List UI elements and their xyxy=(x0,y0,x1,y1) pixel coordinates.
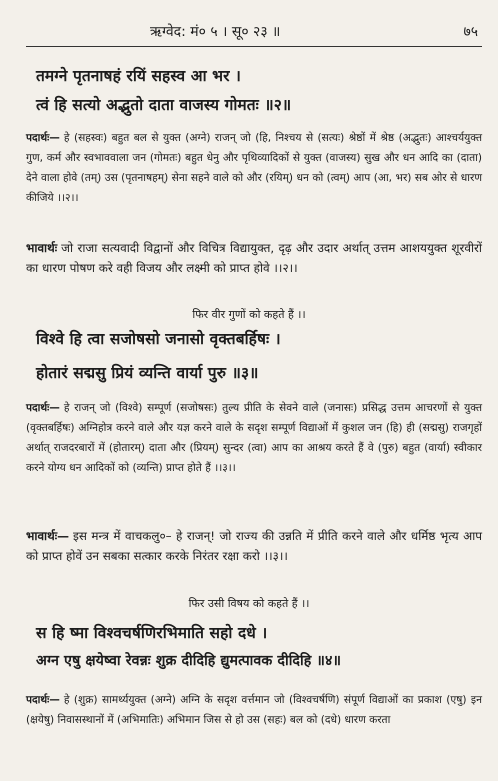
header-divider xyxy=(26,46,482,47)
padarth-label: पदार्थः— xyxy=(26,132,60,144)
bhavarth-3 xyxy=(26,526,482,567)
padarth-3 xyxy=(26,398,482,478)
padarth-4 xyxy=(26,690,482,730)
mantra-2-line-1: तमग्ने पृतनाषहं रयिं सहस्व आ भर । xyxy=(36,67,242,85)
section-intro-4: फिर उसी विषय को कहते हैं ।। xyxy=(188,597,310,610)
page-number: ७५ xyxy=(463,24,478,40)
bhavarth-2 xyxy=(26,238,482,279)
running-title: ऋग्वेद: मं० ५ । सू० २३ ॥ xyxy=(150,24,281,40)
padarth-label: पदार्थः— xyxy=(26,694,60,706)
padarth-text: हे (सहस्वः) बहुत बल से युक्त (अग्ने) राजन् जो (हि, निश्चय से (सत्यः) श्रेष्ठों में श्रेष्ठ (अद्भुतः) आश्चर्ययुक्त गुण, कर्म और स्वभाववाला जन (गोमतः) बहुत धेनु और पृथिव्यादिकों से युक्त (वाजस्य) सुख और धन आदि का (दाता) देने वाला होवे (तम्) उस (पृतनाषहम्) सेना सहने वाले को और (रयिम्) धन को (त्वम्) आप (आ, भर) सब ओर से धारण कीजिये ।।२।। xyxy=(26,132,482,205)
section-intro-3: फिर वीर गुणों को कहते हैं ।। xyxy=(192,308,306,321)
padarth-2 xyxy=(26,128,482,208)
mantra-3-line-2: होतारं सद्मसु प्रियं व्यन्ति वार्या पुरु ॥३॥ xyxy=(36,364,259,382)
padarth-text: हे (शुक्र) सामर्थ्ययुक्त (अग्ने) अग्नि के सदृश वर्त्तमान जो (विश्वचर्षणि) संपूर्ण विद्याओं का प्रकाश (एषु) इन (क्षयेषु) निवासस्थानों में (अभिमातिः) अभिमान जिस से हो उस (सहः) बल को (दधे) धारण करता xyxy=(26,694,482,727)
mantra-3-line-1: विश्वे हि त्वा सजोषसो जनासो वृक्तबर्हिषः । xyxy=(36,330,281,348)
mantra-4-line-1: स हि ष्मा विश्वचर्षणिरभिमाति सहो दधे । xyxy=(36,624,268,642)
page-header xyxy=(0,22,498,44)
bhavarth-label: भावार्थः— xyxy=(26,529,70,543)
bhavarth-text: जो राजा सत्यवादी विद्वानों और विचित्र विद्यायुक्त, दृढ़ और उदार अर्थात् उत्तम आशययुक्त शूरवीरों का धारण पोषण करे वही विजय और लक्ष्मी को प्राप्त होवे ।।२।। xyxy=(26,241,482,276)
bhavarth-text: इस मन्त्र में वाचकलु०– हे राजन्! जो राज्य की उन्नति में प्रीति करने वाले और धर्मिष्ठ भृत्य आप को प्राप्त होवें उन सबका सत्कार करके निरंतर रक्षा करो ।।३।। xyxy=(26,529,482,564)
padarth-label: पदार्थः— xyxy=(26,402,60,414)
bhavarth-label: भावार्थः xyxy=(26,241,58,255)
padarth-text: हे राजन् जो (विश्वे) सम्पूर्ण (सजोषसः) तुल्य प्रीति के सेवने वाले (जनासः) प्रसिद्ध उत्तम आचरणों से युक्त (वृक्तबर्हिषः) अग्निहोत्र करने वाले और यज्ञ करने वाले के सदृश सम्पूर्ण विद्याओं में कुशल जन (हि) ही (सद्मसु) राजगृहों अर्थात् राजदरबारों में (होतारम्) दाता और (प्रियम्) सुन्दर (त्वा) आप का आश्रय करते हैं वे (पुरु) बहुत (वार्या) स्वीकार करने योग्य धन आदिकों को (व्यन्ति) प्राप्त होते हैं ।।३।। xyxy=(26,402,482,475)
mantra-4-line-2: अग्न एषु क्षयेष्वा रेवन्नः शुक्र दीदिहि द्युमत्पावक दीदिहि ॥४॥ xyxy=(36,653,342,669)
mantra-2-line-2: त्वं हि सत्यो अद्भुतो दाता वाजस्य गोमतः ॥२॥ xyxy=(36,96,292,114)
